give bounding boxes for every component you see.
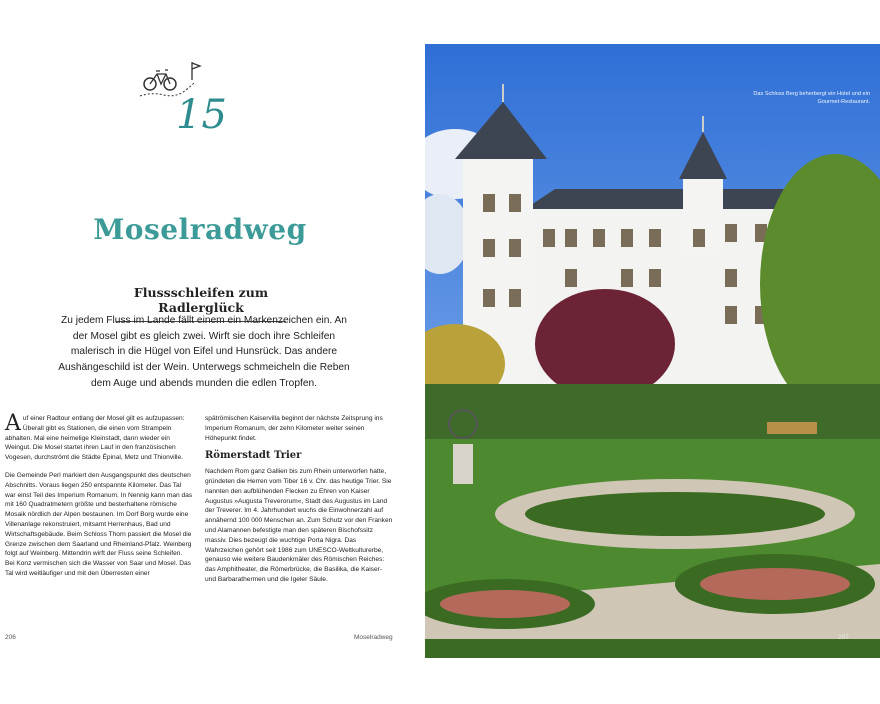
left-page [0,0,425,704]
body-paragraph: Auf einer Radtour entlang der Mosel gilt es aufzupassen: Überall gibt es Stationen, die einen vom Strampeln abhalten. Mal eine heimelige Kleinstadt, dann wieder ein Weingut. Die Mosel startet ihren Lauf in den französischen Vogesen, durchströmt die Städte Épinal, Metz und Thionville. [5,411,185,462]
castle-garden-photo [425,44,880,658]
chapter-title: Moselradweg [93,213,307,246]
body-paragraph: Nachdem Rom ganz Gallien bis zum Rhein unterworfen hatte, gründeten die Herren vom Tiber 16 v. Chr. das heutige Trier. Sie nannten den aufblühenden Flecken zu Ehren von Kaiser Augustus »Augusta Treverorum«, Stadt des Augustus im Land der Treverer. Im 4. Jahrhundert wuchs die Einwohnerzahl auf annähernd 100 000 Menschen an. Zum Schutz vor den Franken und Alamannen befestigte man den späteren Bischofssitz massiv. Dies bezeugt die wuchtige Porta Nigra. Das Wahrzeichen gehört seit 1986 zum UNESCO-Weltkulturerbe, genauso wie weitere Baudenkmäler des Römischen Reiches: das Amphitheater, die Römerbrücke, die Basilika, die Kaiser- und Barbarathermen und die Igeler Säule. [205,468,393,583]
body-column-2 [205,414,393,593]
section-heading: Römerstadt Trier [205,450,302,462]
photo-illustration [425,44,880,658]
running-footer: Moselradweg [354,634,393,641]
chapter-subtitle: Flussschleifen zum Radlerglück [116,285,286,322]
page-number-left: 206 [5,634,16,641]
chapter-number: 15 [176,92,227,138]
drop-cap: A [5,411,21,436]
photo-caption: Das Schloss Berg beherbergt ein Hotel und ein Gourmet-Restaurant. [753,91,870,105]
body-column-1 [5,411,193,587]
body-paragraph: spätrömischen Kaiservilla beginnt der nächste Zeitsprung ins Imperium Romanum, der zehn Kilometer weiter seinen Höhepunkt findet. [205,415,383,442]
body-paragraph: Die Gemeinde Perl markiert den Ausgangspunkt des deutschen Abschnitts. Voraus liegen 250 entspannte Kilometer. Das Tal war einst Teil des Imperium Romanum. In Nennig kann man das mit 160 Quadratmetern größte und besterhaltene römische Mosaik nördlich der Alpen bestaunen. Im Dorf Borg wurde eine Villenanlage rekonstruiert, mitsamt Herrenhaus, Bad und Wirtschaftsgebäude. Beim Schloss Thorn passiert die Mosel die Grenze zwischen dem Saarland und Rheinland-Pfalz. Weinberg folgt auf Weinberg. Mittendrin wirft der Fluss seine Schleifen. Bei Konz vermischen sich die Wasser von Saar und Mosel. Das Tal wird weitläufiger und mit den Überresten einer [5,471,193,577]
intro-paragraph: Zu jedem Fluss im Lande fällt einem ein Markenzeichen ein. An der Mosel gibt es gleich zwei. Wirft sie doch ihre Schleifen malerisch in die Hügel von Eifel und Hunsrück. Das andere Aushängeschild ist der Wein. Unterwegs schmeicheln die Reben dem Auge und abends munden die edlen Tropfen. [58,315,350,389]
page-number-right: 207 [838,634,849,641]
